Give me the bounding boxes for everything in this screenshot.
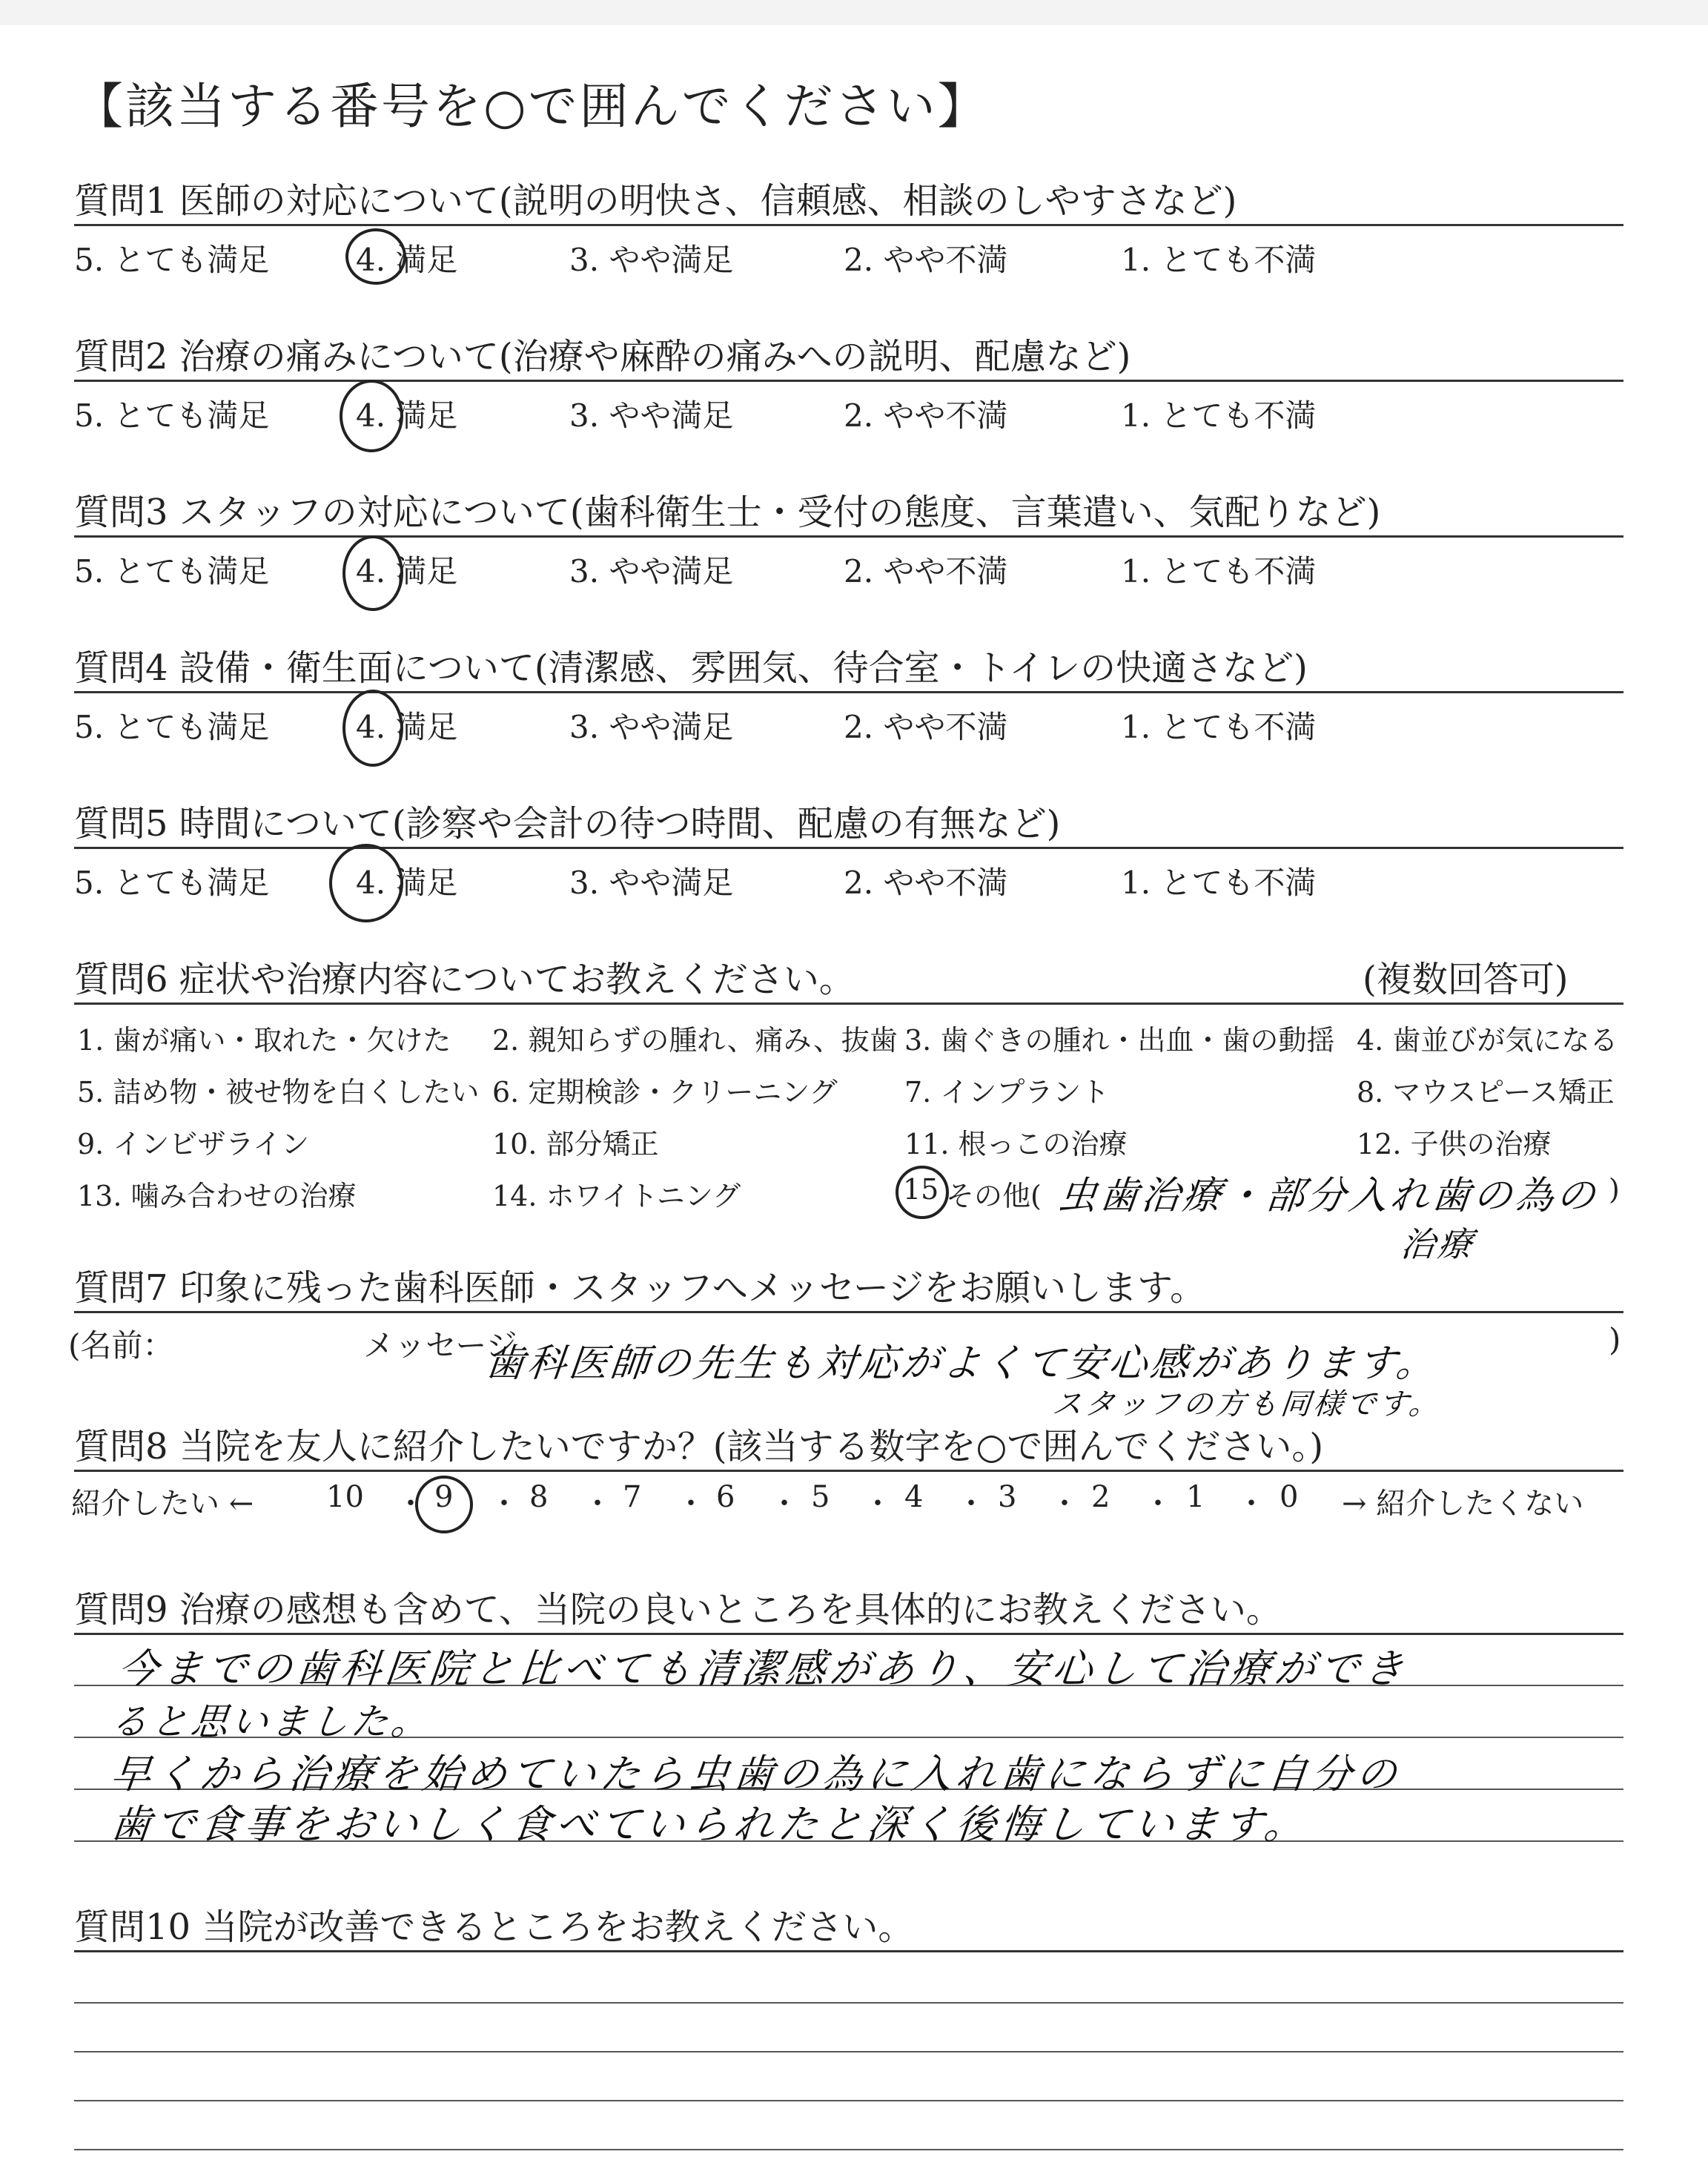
q3-option-1[interactable]: 1. とても不満 xyxy=(1121,553,1317,589)
scan-top-edge xyxy=(0,0,1708,25)
q6-other-close: ) xyxy=(1609,1173,1620,1206)
q5-option-3[interactable]: 3. やや満足 xyxy=(569,865,734,901)
q6-option-11[interactable]: 11. 根っこの治療 xyxy=(904,1128,1128,1160)
q8-scale-10[interactable]: 10 xyxy=(326,1480,364,1514)
q8-scale-5[interactable]: 5 xyxy=(811,1480,830,1514)
q4-option-5[interactable]: 5. とても満足 xyxy=(74,709,270,745)
q1-option-2[interactable]: 2. やや不満 xyxy=(844,242,1008,278)
q10-title: 質問10 当院が改善できるところをお教えください。 xyxy=(74,1906,914,1948)
q10-rule xyxy=(74,1950,1623,1952)
q6-option-3[interactable]: 3. 歯ぐきの腫れ・出血・歯の動揺 xyxy=(904,1024,1335,1057)
q6-option-6[interactable]: 6. 定期検診・クリーニング xyxy=(492,1076,838,1109)
q1-option-3[interactable]: 3. やや満足 xyxy=(569,242,734,278)
q8-scale-8[interactable]: 8 xyxy=(529,1480,549,1514)
q6-option-2[interactable]: 2. 親知らずの腫れ、痛み、抜歯 xyxy=(492,1024,898,1057)
q6-option-14[interactable]: 14. ホワイトニング xyxy=(492,1180,741,1212)
q8-dot: ・ xyxy=(956,1487,986,1521)
q2-option-5[interactable]: 5. とても満足 xyxy=(74,397,270,434)
q1-selection-circle xyxy=(345,228,406,285)
q6-option-5[interactable]: 5. 詰め物・被せ物を白くしたい xyxy=(77,1076,480,1109)
q3-option-5[interactable]: 5. とても満足 xyxy=(74,553,270,589)
q2-option-3[interactable]: 3. やや満足 xyxy=(569,397,734,434)
q9-handwritten-line4: 歯で食事をおいしく食べていられたと深く後悔しています。 xyxy=(108,1801,1311,1848)
q5-title: 質問5 時間について(診察や会計の待つ時間、配慮の有無など) xyxy=(74,803,1061,845)
q8-dot: ・ xyxy=(676,1487,706,1521)
q1-option-5[interactable]: 5. とても満足 xyxy=(74,242,270,278)
q2-selection-circle xyxy=(340,380,403,452)
q4-title: 質問4 設備・衛生面について(清潔感、雰囲気、待合室・トイレの快適さなど) xyxy=(74,647,1308,689)
q10-answer-line xyxy=(74,2051,1623,2052)
q8-right-label: → 紹介したくない xyxy=(1342,1487,1584,1521)
q7-message-label: メッセージ xyxy=(363,1327,517,1364)
q9-rule xyxy=(74,1633,1623,1635)
q6-rule xyxy=(74,1003,1623,1005)
q6-title: 質問6 症状や治療内容についてお教えください。 xyxy=(74,959,855,1000)
q9-handwritten-line3: 早くから治療を始めていたら虫歯の為に入れ歯にならずに自分の xyxy=(108,1751,1403,1797)
q7-handwritten-message-line1: 歯科医師の先生も対応がよくて安心感があります。 xyxy=(483,1341,1440,1386)
q5-selection-circle xyxy=(329,844,403,922)
q6-option-15-number[interactable]: 15 xyxy=(903,1173,939,1206)
q8-dot: ・ xyxy=(769,1487,799,1521)
q10-answer-line xyxy=(74,2100,1623,2101)
q8-scale-6[interactable]: 6 xyxy=(716,1480,735,1514)
q8-rule xyxy=(74,1470,1623,1472)
q2-title: 質問2 治療の痛みについて(治療や麻酔の痛みへの説明、配慮など) xyxy=(74,336,1131,377)
q8-scale-1[interactable]: 1 xyxy=(1186,1480,1205,1514)
q3-rule xyxy=(74,535,1623,538)
q6-option-9[interactable]: 9. インビザライン xyxy=(77,1128,310,1160)
q4-selection-circle xyxy=(342,690,403,767)
q6-option-8[interactable]: 8. マウスピース矯正 xyxy=(1357,1076,1615,1109)
q8-selection-circle xyxy=(415,1476,473,1533)
q8-scale-7[interactable]: 7 xyxy=(623,1480,642,1514)
q6-option-15-label[interactable]: その他( xyxy=(946,1180,1042,1212)
q2-option-4[interactable]: 4. 満足 xyxy=(356,397,458,434)
q4-option-3[interactable]: 3. やや満足 xyxy=(569,709,734,745)
q10-answer-line xyxy=(74,2002,1623,2004)
q5-option-2[interactable]: 2. やや不満 xyxy=(844,865,1008,901)
q3-title: 質問3 スタッフの対応について(歯科衛生士・受付の態度、言葉遣い、気配りなど) xyxy=(74,492,1381,533)
q8-dot: ・ xyxy=(1050,1487,1079,1521)
q6-other-handwritten-line2: 治療 xyxy=(1398,1224,1477,1264)
q5-option-5[interactable]: 5. とても満足 xyxy=(74,865,270,901)
q3-option-2[interactable]: 2. やや不満 xyxy=(844,553,1008,589)
q6-option-7[interactable]: 7. インプラント xyxy=(904,1076,1110,1109)
q10-answer-line xyxy=(74,2149,1623,2150)
q8-scale-4[interactable]: 4 xyxy=(904,1480,924,1514)
q1-option-1[interactable]: 1. とても不満 xyxy=(1121,242,1317,278)
q7-rule xyxy=(74,1311,1623,1313)
q7-close: ) xyxy=(1609,1321,1621,1358)
q8-dot: ・ xyxy=(583,1487,612,1521)
q7-handwritten-message-line2: スタッフの方も同様です。 xyxy=(1050,1387,1443,1421)
q7-title: 質問7 印象に残った歯科医師・スタッフへメッセージをお願いします。 xyxy=(74,1267,1206,1309)
q8-dot: ・ xyxy=(1143,1487,1173,1521)
q1-rule xyxy=(74,224,1623,226)
q2-rule xyxy=(74,380,1623,382)
q8-dot: ・ xyxy=(1237,1487,1266,1521)
q6-note: (複数回答可) xyxy=(1363,959,1569,1000)
q6-other-handwritten-line1: 虫歯治療・部分入れ歯の為の xyxy=(1056,1174,1601,1218)
q1-title: 質問1 医師の対応について(説明の明快さ、信頼感、相談のしやすさなど) xyxy=(74,180,1237,222)
q2-option-1[interactable]: 1. とても不満 xyxy=(1121,397,1317,434)
q8-dot: ・ xyxy=(489,1487,519,1521)
q3-selection-circle xyxy=(342,535,403,611)
q9-title: 質問9 治療の感想も含めて、当院の良いところを具体的にお教えください。 xyxy=(74,1589,1282,1631)
q8-scale-9[interactable]: 9 xyxy=(434,1480,454,1514)
q6-option-13[interactable]: 13. 噛み合わせの治療 xyxy=(77,1180,357,1212)
q9-handwritten-line1: 今までの歯科医院と比べても清潔感があり、安心して治療ができ xyxy=(116,1645,1411,1692)
q2-option-2[interactable]: 2. やや不満 xyxy=(844,397,1008,434)
q5-rule xyxy=(74,847,1623,849)
q6-option-4[interactable]: 4. 歯並びが気になる xyxy=(1357,1024,1618,1057)
q8-scale-0[interactable]: 0 xyxy=(1280,1480,1299,1514)
q7-name-label: (名前： xyxy=(68,1327,174,1364)
q6-option-1[interactable]: 1. 歯が痛い・取れた・欠けた xyxy=(77,1024,451,1057)
q6-option-10[interactable]: 10. 部分矯正 xyxy=(492,1128,659,1160)
q8-scale-2[interactable]: 2 xyxy=(1091,1480,1110,1514)
q4-option-4[interactable]: 4. 満足 xyxy=(356,709,458,745)
q3-option-4[interactable]: 4. 満足 xyxy=(356,553,458,589)
q3-option-3[interactable]: 3. やや満足 xyxy=(569,553,734,589)
q8-left-label: 紹介したい ← xyxy=(71,1487,254,1521)
q5-option-4[interactable]: 4. 満足 xyxy=(356,865,458,901)
page-heading: 【該当する番号を○で囲んでください】 xyxy=(74,78,989,135)
q1-option-4[interactable]: 4. 満足 xyxy=(356,242,458,278)
q4-rule xyxy=(74,691,1623,693)
q8-scale-3[interactable]: 3 xyxy=(998,1480,1017,1514)
q5-option-1[interactable]: 1. とても不満 xyxy=(1121,865,1317,901)
q8-dot: ・ xyxy=(863,1487,893,1521)
q6-option-12[interactable]: 12. 子供の治療 xyxy=(1357,1128,1552,1160)
q8-dot: ・ xyxy=(396,1487,426,1521)
q9-handwritten-line2: ると思いました。 xyxy=(108,1700,434,1743)
q4-option-1[interactable]: 1. とても不満 xyxy=(1121,709,1317,745)
q6-option-15-circle xyxy=(896,1166,949,1219)
q4-option-2[interactable]: 2. やや不満 xyxy=(844,709,1008,745)
q8-title: 質問8 当院を友人に紹介したいですか？(該当する数字を○で囲んでください。) xyxy=(74,1426,1324,1467)
